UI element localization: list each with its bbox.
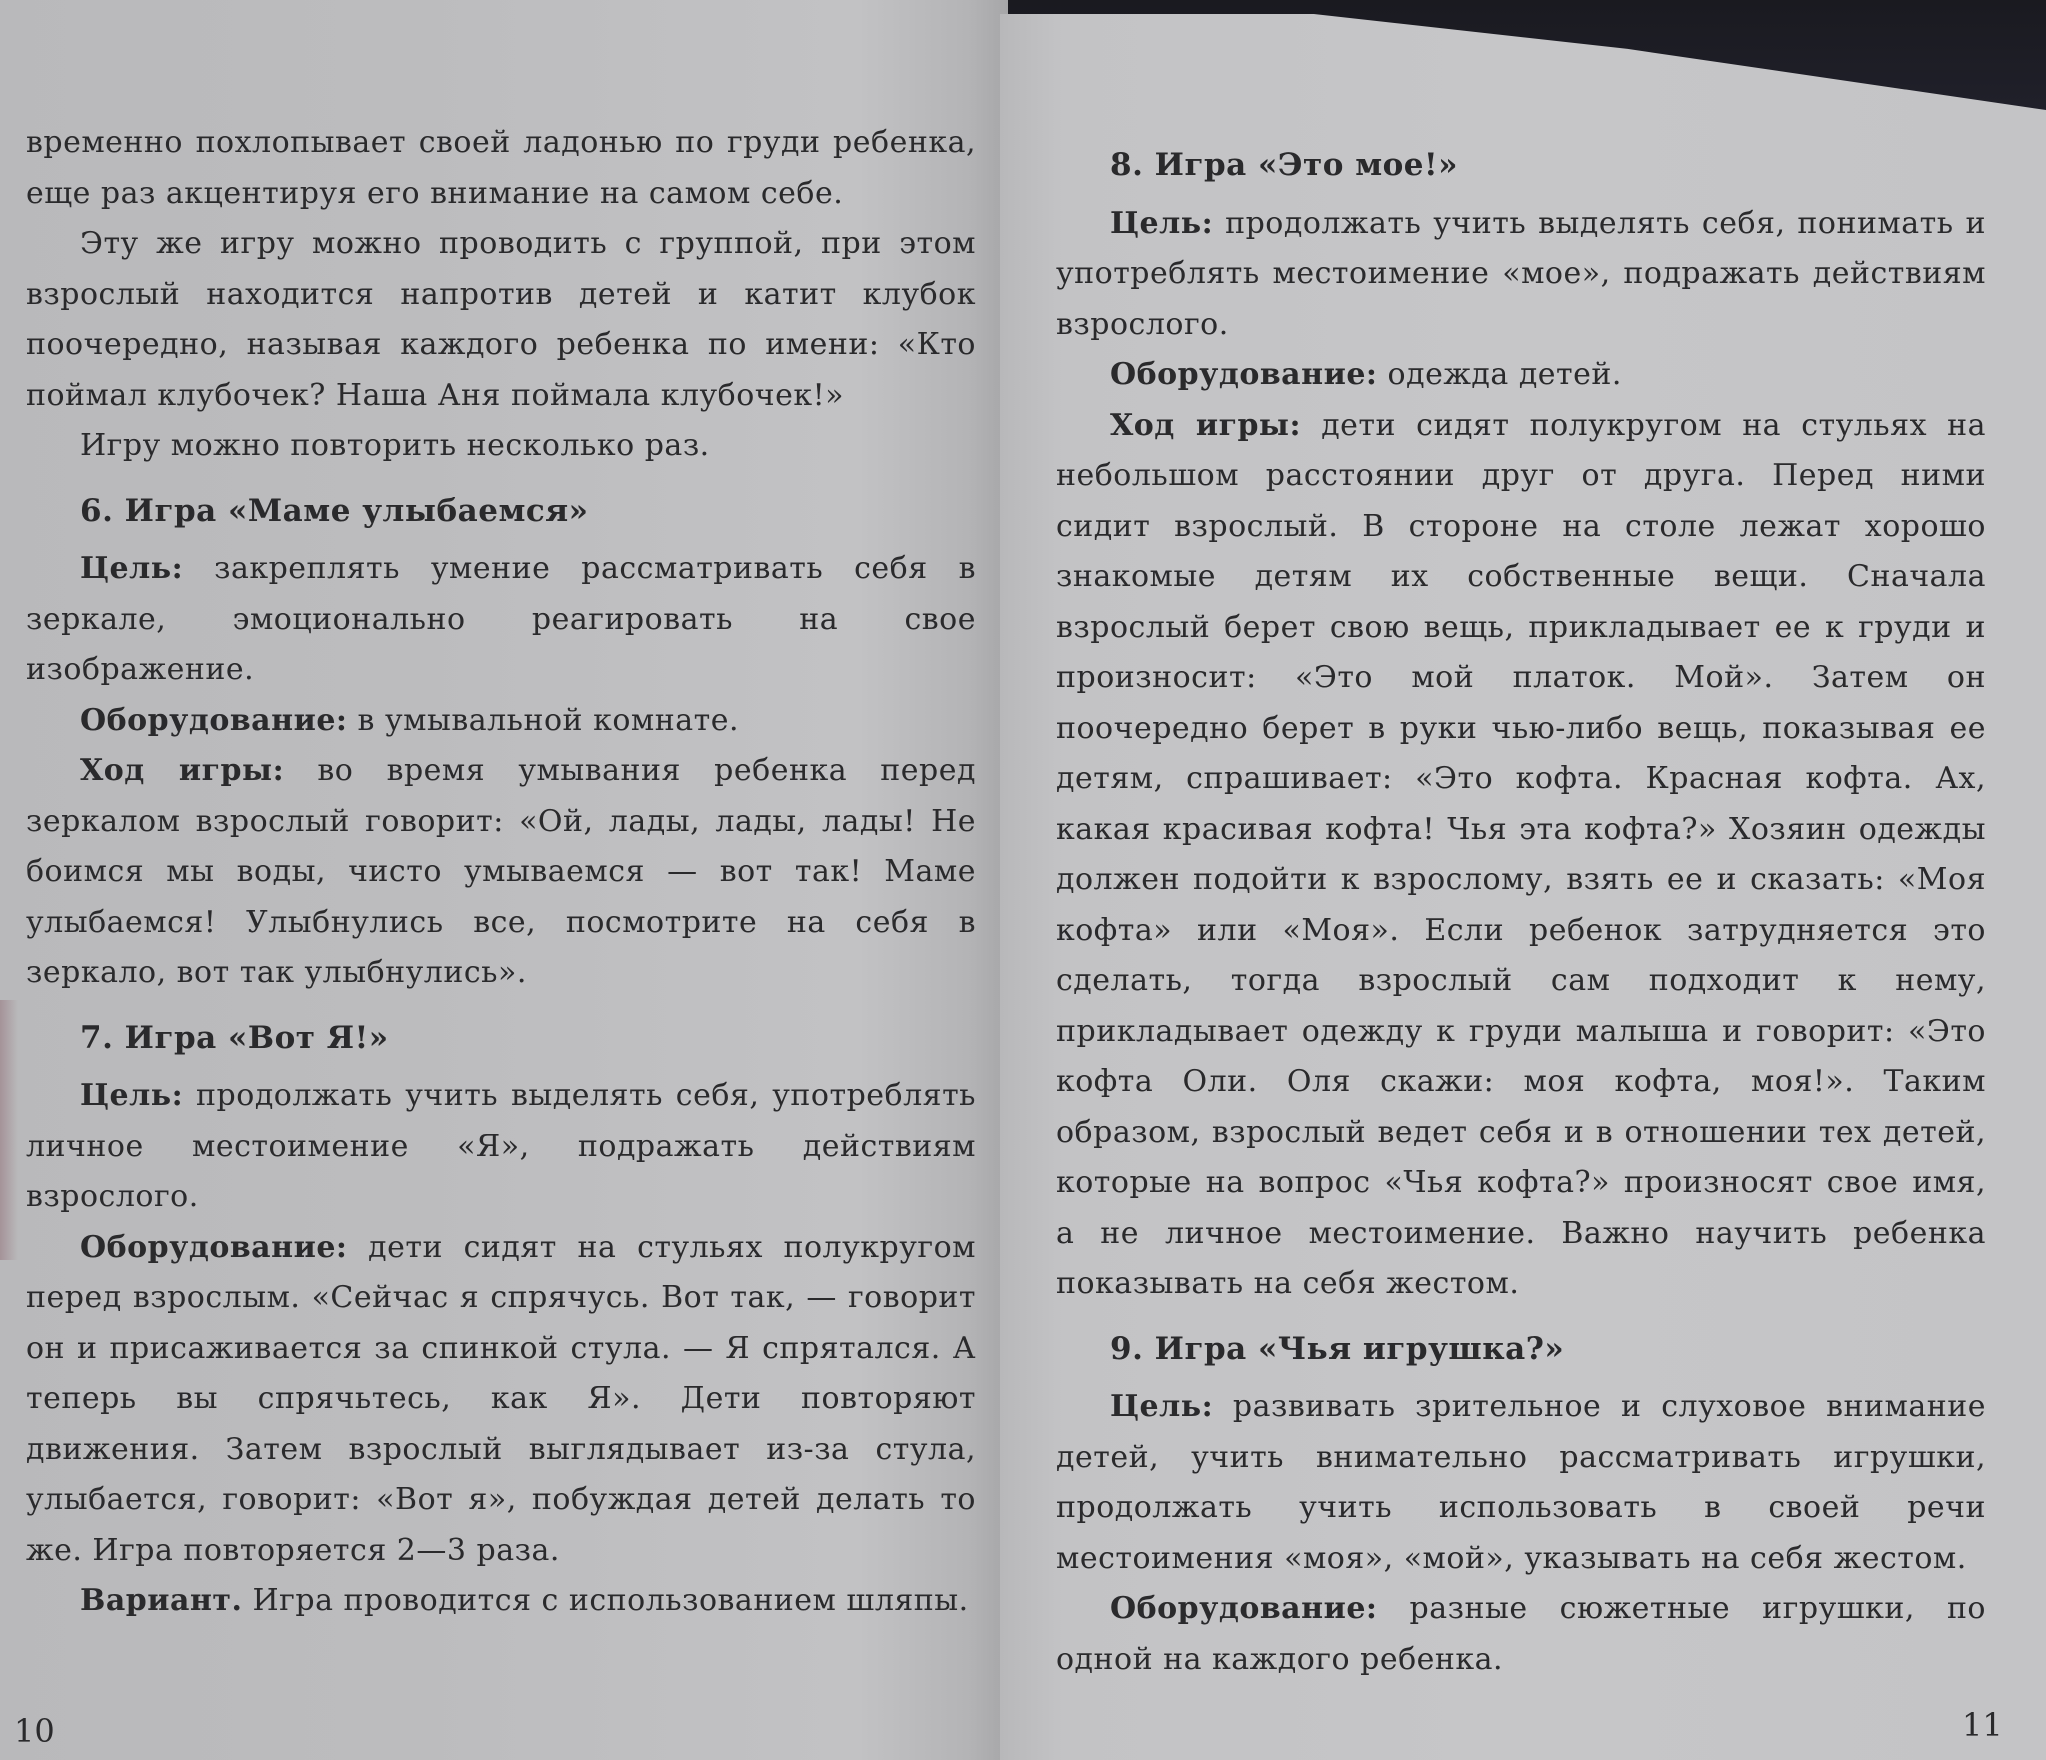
equipment-label: Оборудование: xyxy=(1110,1591,1378,1626)
goal-text: продолжать учить выделять себя, понимать и употреблять местоимение «мое», подражать действиям взрослого. xyxy=(1056,205,1986,342)
left-page-text xyxy=(26,118,976,1627)
process-text: дети сидят полукругом на стульях на небольшом расстоянии друг от друга. Перед ними сидит взрослый. В стороне на столе лежат хорошо знакомые детям их собственные вещи. Сначала взрослый берет свою вещь, прикладывает ее к груди и произносит: «Это мой платок. Мой». Затем он поочередно берет в руки чью-либо вещь, показывая ее детям, спрашивает: «Это кофта. Красная кофта. Ах, какая красивая кофта! Чья эта кофта?» Хозяин одежды должен подойти к взрослому, взять ее и сказать: «Моя кофта» или «Моя». Если ребенок затрудняется это сделать, тогда взрослый сам подходит к нему, прикладывает одежду к груди малыша и говорит: «Это кофта Оли. Оля скажи: моя кофта, моя!». Таким образом, взрослый ведет себя и в отношении тех детей, которые на вопрос «Чья кофта?» произносят свое имя, а не личное местоимение. Важно научить ребенка показывать на себя жестом. xyxy=(1056,407,1986,1301)
game-7-goal xyxy=(26,1071,976,1223)
game-8-title: 8. Игра «Это мое!» xyxy=(1110,147,1459,183)
goal-text: развивать зрительное и слуховое внимание детей, учить внимательно рассматривать игрушки, продолжать учить использовать в своей речи местоимения «моя», «мой», указывать на себя жестом. xyxy=(1056,1389,1986,1576)
goal-label: Цель: xyxy=(1110,205,1214,241)
game-9-goal xyxy=(1056,1382,1986,1584)
paragraph: временно похлопывает своей ладонью по груди ребенка, еще раз акцентируя его внимание на самом себе. xyxy=(26,125,976,211)
goal-text: закреплять умение рассматривать себя в зеркале, эмоционально реагировать на свое изображение. xyxy=(26,551,976,687)
left-page xyxy=(0,0,1008,1760)
equipment-text: дети сидят на стульях полукругом перед взрослым. «Сейчас я спрячусь. Вот так, — говорит он и присаживается за спинкой стула. — Я спрятался. А теперь вы спрячьтесь, как Я». Дети повторяют движения. Затем взрослый выглядывает из-за стула, улыбается, говорит: «Вот я», побуждая детей делать то же. Игра повторяется 2—3 раза. xyxy=(26,1229,976,1568)
game-6-title: 6. Игра «Маме улыбаемся» xyxy=(80,492,589,529)
equipment-text: одежда детей. xyxy=(1377,357,1622,392)
game-6-process xyxy=(26,746,976,999)
goal-label: Цель: xyxy=(80,1078,184,1113)
goal-label: Цель: xyxy=(1110,1389,1214,1424)
game-8-equipment xyxy=(1056,350,1986,401)
equipment-label: Оборудование: xyxy=(80,1229,348,1265)
game-6-goal xyxy=(26,544,976,696)
process-text: во время умывания ребенка перед зеркалом взрослый говорит: «Ой, лады, лады, лады! Не боимся мы воды, чисто умываемся — вот так! Маме улыбаемся! Улыбнулись все, посмотрите на себя в зеркало, вот так улыбнулись». xyxy=(26,753,976,990)
page-number-left: 10 xyxy=(14,1712,55,1750)
variant-label: Вариант. xyxy=(80,1583,243,1618)
game-9-title: 9. Игра «Чья игрушка?» xyxy=(1110,1330,1565,1367)
equipment-text: разные сюжетные игрушки, по одной на каждого ребенка. xyxy=(1056,1591,1986,1677)
game-7-title: 7. Игра «Вот Я!» xyxy=(80,1019,389,1056)
game-9-equipment xyxy=(1056,1584,1986,1685)
equipment-label: Оборудование: xyxy=(1110,357,1378,392)
equipment-label: Оборудование: xyxy=(80,702,348,738)
game-8-goal xyxy=(1056,199,1986,351)
process-label: Ход игры: xyxy=(80,753,285,788)
game-7-variant xyxy=(26,1576,976,1627)
game-8-process xyxy=(1056,401,1986,1310)
goal-label: Цель: xyxy=(80,551,184,586)
game-7-equipment xyxy=(26,1223,976,1577)
variant-text: Игра проводится с использованием шляпы. xyxy=(242,1583,969,1618)
right-page-text xyxy=(1056,140,1986,1685)
page-number-right: 11 xyxy=(1962,1706,2003,1744)
goal-text: продолжать учить выделять себя, употреблять личное местоимение «Я», подражать действиям взрослого. xyxy=(26,1078,976,1214)
process-label: Ход игры: xyxy=(1110,407,1302,443)
paragraph: Эту же игру можно проводить с группой, при этом взрослый находится напротив детей и катит клубок поочередно, называя каждого ребенка по имени: «Кто поймал клубочек? Наша Аня поймала клубочек!» xyxy=(26,226,976,413)
paragraph: Игру можно повторить несколько раз. xyxy=(80,428,710,463)
equipment-text: в умывальной комнате. xyxy=(347,702,739,738)
game-6-equipment xyxy=(26,696,976,747)
